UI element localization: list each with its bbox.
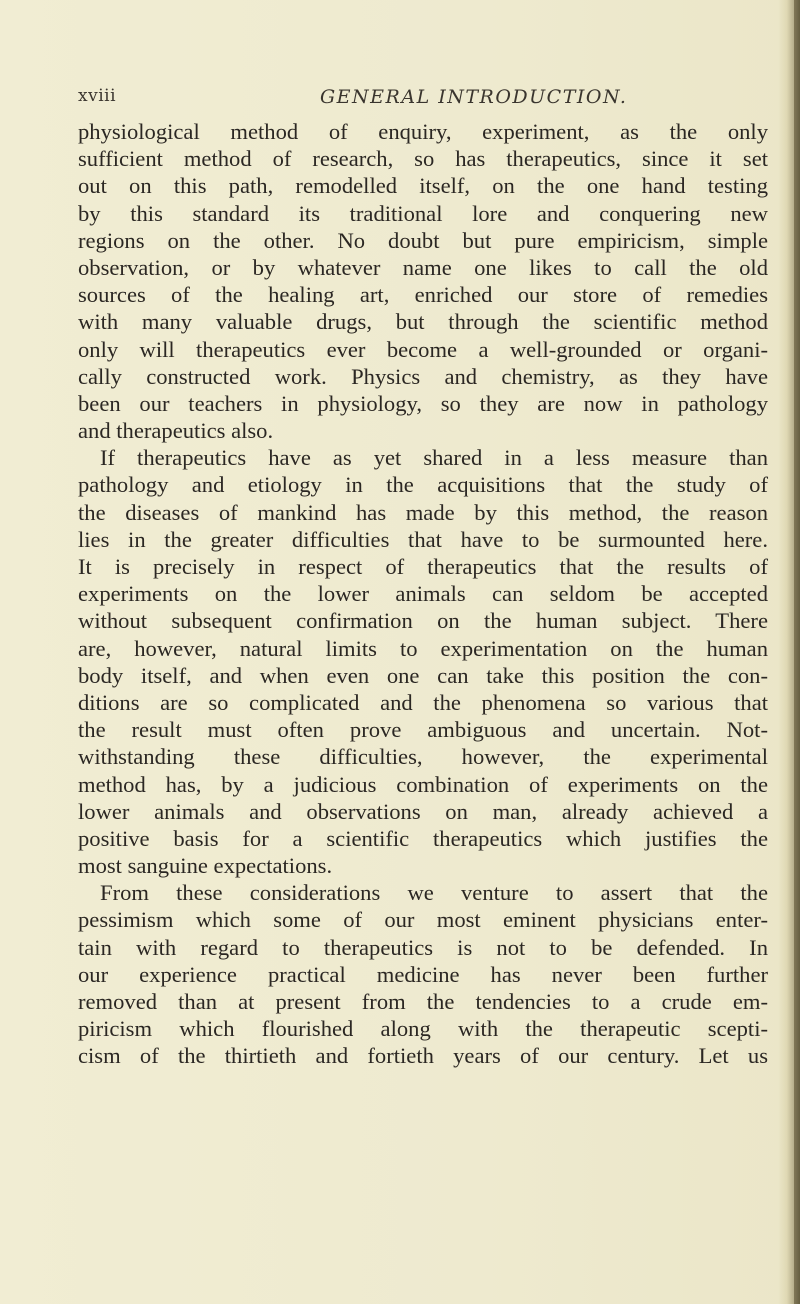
text-line: our experience practical medicine has never been further bbox=[78, 961, 768, 987]
text-line: lies in the greater difficulties that have to be surmounted here. bbox=[78, 526, 768, 552]
text-line: without subsequent confirmation on the human subject. There bbox=[78, 608, 768, 634]
page-edge bbox=[794, 0, 800, 1304]
paragraph-2 bbox=[78, 444, 768, 879]
text-line: been our teachers in physiology, so they are now in pathology bbox=[78, 390, 768, 416]
text-line: cism of the thirtieth and fortieth years of our century. Let us bbox=[78, 1043, 768, 1069]
text-line: method has, by a judicious combination of experiments on the bbox=[78, 771, 768, 797]
text-line: only will therapeutics ever become a well-grounded or organi- bbox=[78, 336, 768, 362]
text-line: If therapeutics have as yet shared in a less measure than bbox=[100, 445, 768, 471]
text-line: cally constructed work. Physics and chemistry, as they have bbox=[78, 363, 768, 389]
text-line: the result must often prove ambiguous and uncertain. Not- bbox=[78, 717, 768, 743]
text-line: positive basis for a scientific therapeutics which justifies the bbox=[78, 825, 768, 851]
text-line: experiments on the lower animals can seldom be accepted bbox=[78, 581, 768, 607]
text-line: and therapeutics also. bbox=[78, 418, 274, 444]
text-line: removed than at present from the tendencies to a crude em- bbox=[78, 989, 768, 1014]
text-line: with many valuable drugs, but through the scientific method bbox=[78, 309, 768, 335]
text-line: physiological method of enquiry, experiment, as the only bbox=[78, 119, 768, 144]
page-header bbox=[78, 86, 768, 112]
text-line: withstanding these difficulties, however, the experimental bbox=[78, 744, 768, 770]
text-line: most sanguine expectations. bbox=[78, 853, 333, 879]
body-text bbox=[78, 118, 768, 1070]
paragraph-3 bbox=[78, 879, 768, 1069]
text-line: out on this path, remodelled itself, on the one hand testing bbox=[78, 173, 768, 199]
text-line: sources of the healing art, enriched our store of remedies bbox=[78, 282, 768, 308]
text-line: regions on the other. No doubt but pure empiricism, simple bbox=[78, 227, 768, 253]
text-line: by this standard its traditional lore and conquering new bbox=[78, 200, 768, 226]
text-line: pathology and etiology in the acquisitions that the study of bbox=[78, 472, 768, 498]
page-number: xviii bbox=[78, 86, 117, 106]
text-line: pessimism which some of our most eminent physicians enter- bbox=[78, 907, 768, 933]
text-line: piricism which flourished along with the therapeutic scepti- bbox=[78, 1016, 768, 1042]
text-line: lower animals and observations on man, already achieved a bbox=[78, 798, 768, 824]
text-line: ditions are so complicated and the phenomena so various that bbox=[78, 689, 768, 715]
text-line: From these considerations we venture to assert that the bbox=[100, 880, 768, 906]
text-line: are, however, natural limits to experimentation on the human bbox=[78, 635, 768, 661]
text-line: It is precisely in respect of therapeutics that the results of bbox=[78, 554, 768, 579]
text-line: body itself, and when even one can take this position the con- bbox=[78, 662, 768, 688]
text-line: tain with regard to therapeutics is not to be defended. In bbox=[78, 934, 768, 960]
running-head: GENERAL INTRODUCTION. bbox=[320, 86, 628, 108]
text-line: sufficient method of research, so has therapeutics, since it set bbox=[78, 146, 768, 172]
text-line: the diseases of mankind has made by this method, the reason bbox=[78, 499, 768, 525]
text-line: observation, or by whatever name one likes to call the old bbox=[78, 254, 768, 280]
paragraph-1 bbox=[78, 118, 768, 444]
